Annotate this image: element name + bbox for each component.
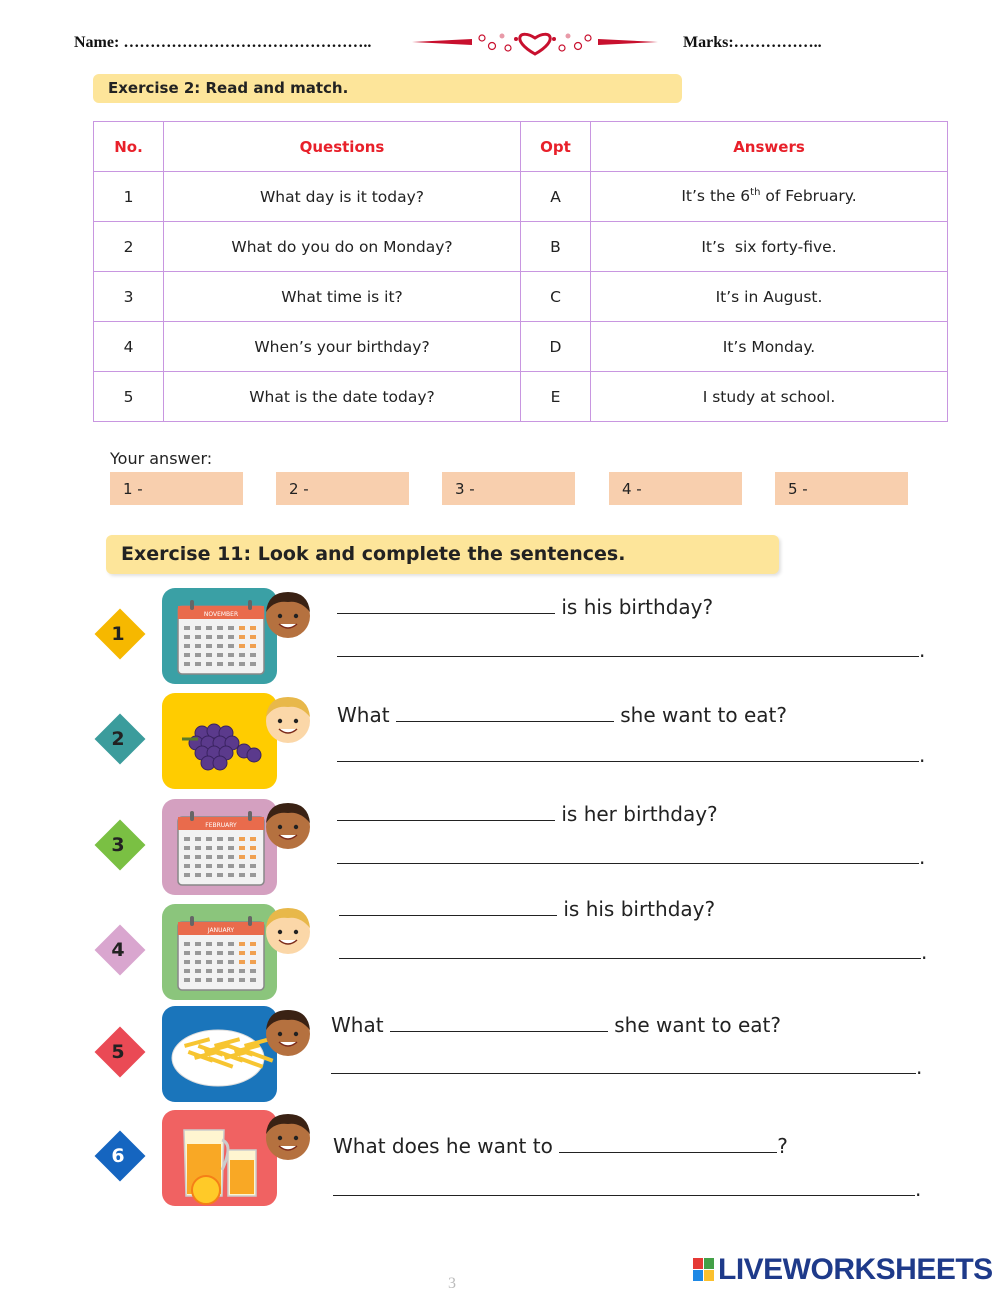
answer-cell: I study at school. — [591, 372, 948, 422]
calendar-month-label: NOVEMBER — [203, 611, 239, 618]
answer-text-end: of February. — [760, 187, 857, 206]
answer-input-3[interactable]: 3 - — [442, 472, 575, 505]
fill-in-blank[interactable] — [396, 703, 614, 722]
answer-blank[interactable] — [337, 636, 919, 657]
question-cell: What is the date today? — [164, 372, 521, 422]
sentence-start: What — [337, 703, 396, 727]
answer-period: . — [915, 1177, 922, 1201]
option-letter: B — [521, 222, 591, 272]
boy-face-icon — [260, 586, 316, 642]
answer-superscript: th — [750, 187, 761, 199]
row-number: 1 — [94, 172, 164, 222]
girl-face-icon — [260, 1004, 316, 1060]
fill-in-blank[interactable] — [390, 1013, 608, 1032]
column-header-opt: Opt — [521, 122, 591, 172]
option-letter: A — [521, 172, 591, 222]
name-field-label: Name: ……………………………………….. — [74, 34, 372, 51]
answer-input-1[interactable]: 1 - — [110, 472, 243, 505]
item-number: 1 — [111, 623, 125, 645]
sentence-start: What — [331, 1013, 390, 1037]
sentence-prompt — [339, 897, 715, 921]
answer-blank[interactable] — [337, 741, 919, 762]
sentence-end: she want to eat? — [607, 1013, 781, 1037]
fill-in-blank[interactable] — [559, 1134, 777, 1153]
item-number: 5 — [111, 1041, 125, 1063]
fill-in-blank[interactable] — [337, 595, 555, 614]
brand-wordmark: LIVEWORKSHEETS — [718, 1253, 993, 1286]
table-row — [94, 322, 948, 372]
sentence-prompt — [337, 595, 713, 619]
heart-ornament-icon — [410, 26, 660, 58]
answer-blank[interactable] — [337, 843, 919, 864]
table-row — [94, 272, 948, 322]
question-cell: What day is it today? — [164, 172, 521, 222]
sentence-prompt — [337, 802, 718, 826]
calendar-month-label: FEBRUARY — [205, 822, 237, 829]
answer-line — [337, 741, 925, 767]
column-header-no: No. — [94, 122, 164, 172]
fill-in-blank[interactable] — [337, 802, 555, 821]
answer-cell: It’s in August. — [591, 272, 948, 322]
answer-input-2[interactable]: 2 - — [276, 472, 409, 505]
column-header-answers: Answers — [591, 122, 948, 172]
sentence-end: is his birthday? — [555, 595, 714, 619]
liveworksheets-logo-icon — [693, 1258, 715, 1282]
sentence-prompt — [331, 1013, 781, 1037]
item-number: 6 — [111, 1145, 125, 1167]
answer-period: . — [916, 1055, 923, 1079]
answer-line — [339, 938, 927, 964]
marks-field-label: Marks:…………….. — [683, 34, 822, 51]
answer-period: . — [919, 638, 926, 662]
answer-blank[interactable] — [339, 938, 921, 959]
row-number: 5 — [94, 372, 164, 422]
boy-face-icon — [260, 1108, 316, 1164]
item-number: 4 — [111, 939, 125, 961]
sentence-end: is his birthday? — [557, 897, 716, 921]
sentence-end: is her birthday? — [555, 802, 718, 826]
girl-face-icon — [260, 691, 316, 747]
row-number: 3 — [94, 272, 164, 322]
match-table — [93, 121, 948, 422]
sentence-start: What does he want to — [333, 1134, 560, 1158]
answer-line — [333, 1175, 921, 1201]
sentence-prompt — [333, 1134, 788, 1158]
answer-period: . — [919, 743, 926, 767]
exercise-2-title: Exercise 2: Read and match. — [93, 74, 682, 103]
table-row — [94, 222, 948, 272]
question-cell: What time is it? — [164, 272, 521, 322]
fill-in-blank[interactable] — [339, 897, 557, 916]
sentence-end: ? — [777, 1134, 788, 1158]
your-answer-label: Your answer: — [110, 449, 213, 468]
boy-face-icon — [260, 902, 316, 958]
answer-period: . — [919, 845, 926, 869]
option-letter: C — [521, 272, 591, 322]
table-header-row — [94, 122, 948, 172]
item-number: 3 — [111, 834, 125, 856]
question-cell: What do you do on Monday? — [164, 222, 521, 272]
item-number: 2 — [111, 728, 125, 750]
answer-cell — [591, 172, 948, 222]
page-number: 3 — [448, 1275, 456, 1292]
calendar-month-label: JANUARY — [207, 927, 235, 934]
option-letter: E — [521, 372, 591, 422]
column-header-questions: Questions — [164, 122, 521, 172]
answer-cell: It’s six forty-five. — [591, 222, 948, 272]
answer-input-5[interactable]: 5 - — [775, 472, 908, 505]
answer-input-4[interactable]: 4 - — [609, 472, 742, 505]
answer-line — [337, 636, 925, 662]
girl-face-icon — [260, 797, 316, 853]
answer-blank[interactable] — [333, 1175, 915, 1196]
row-number: 4 — [94, 322, 164, 372]
answer-line — [331, 1053, 922, 1079]
table-row — [94, 372, 948, 422]
row-number: 2 — [94, 222, 164, 272]
answer-text: It’s the 6 — [681, 187, 751, 206]
table-row — [94, 172, 948, 222]
option-letter: D — [521, 322, 591, 372]
answer-line — [337, 843, 925, 869]
answer-cell: It’s Monday. — [591, 322, 948, 372]
exercise-11-title: Exercise 11: Look and complete the sentences. — [106, 535, 779, 574]
answer-period: . — [921, 940, 928, 964]
question-cell: When’s your birthday? — [164, 322, 521, 372]
sentence-end: she want to eat? — [613, 703, 787, 727]
sentence-prompt — [337, 703, 787, 727]
answer-blank[interactable] — [331, 1053, 916, 1074]
